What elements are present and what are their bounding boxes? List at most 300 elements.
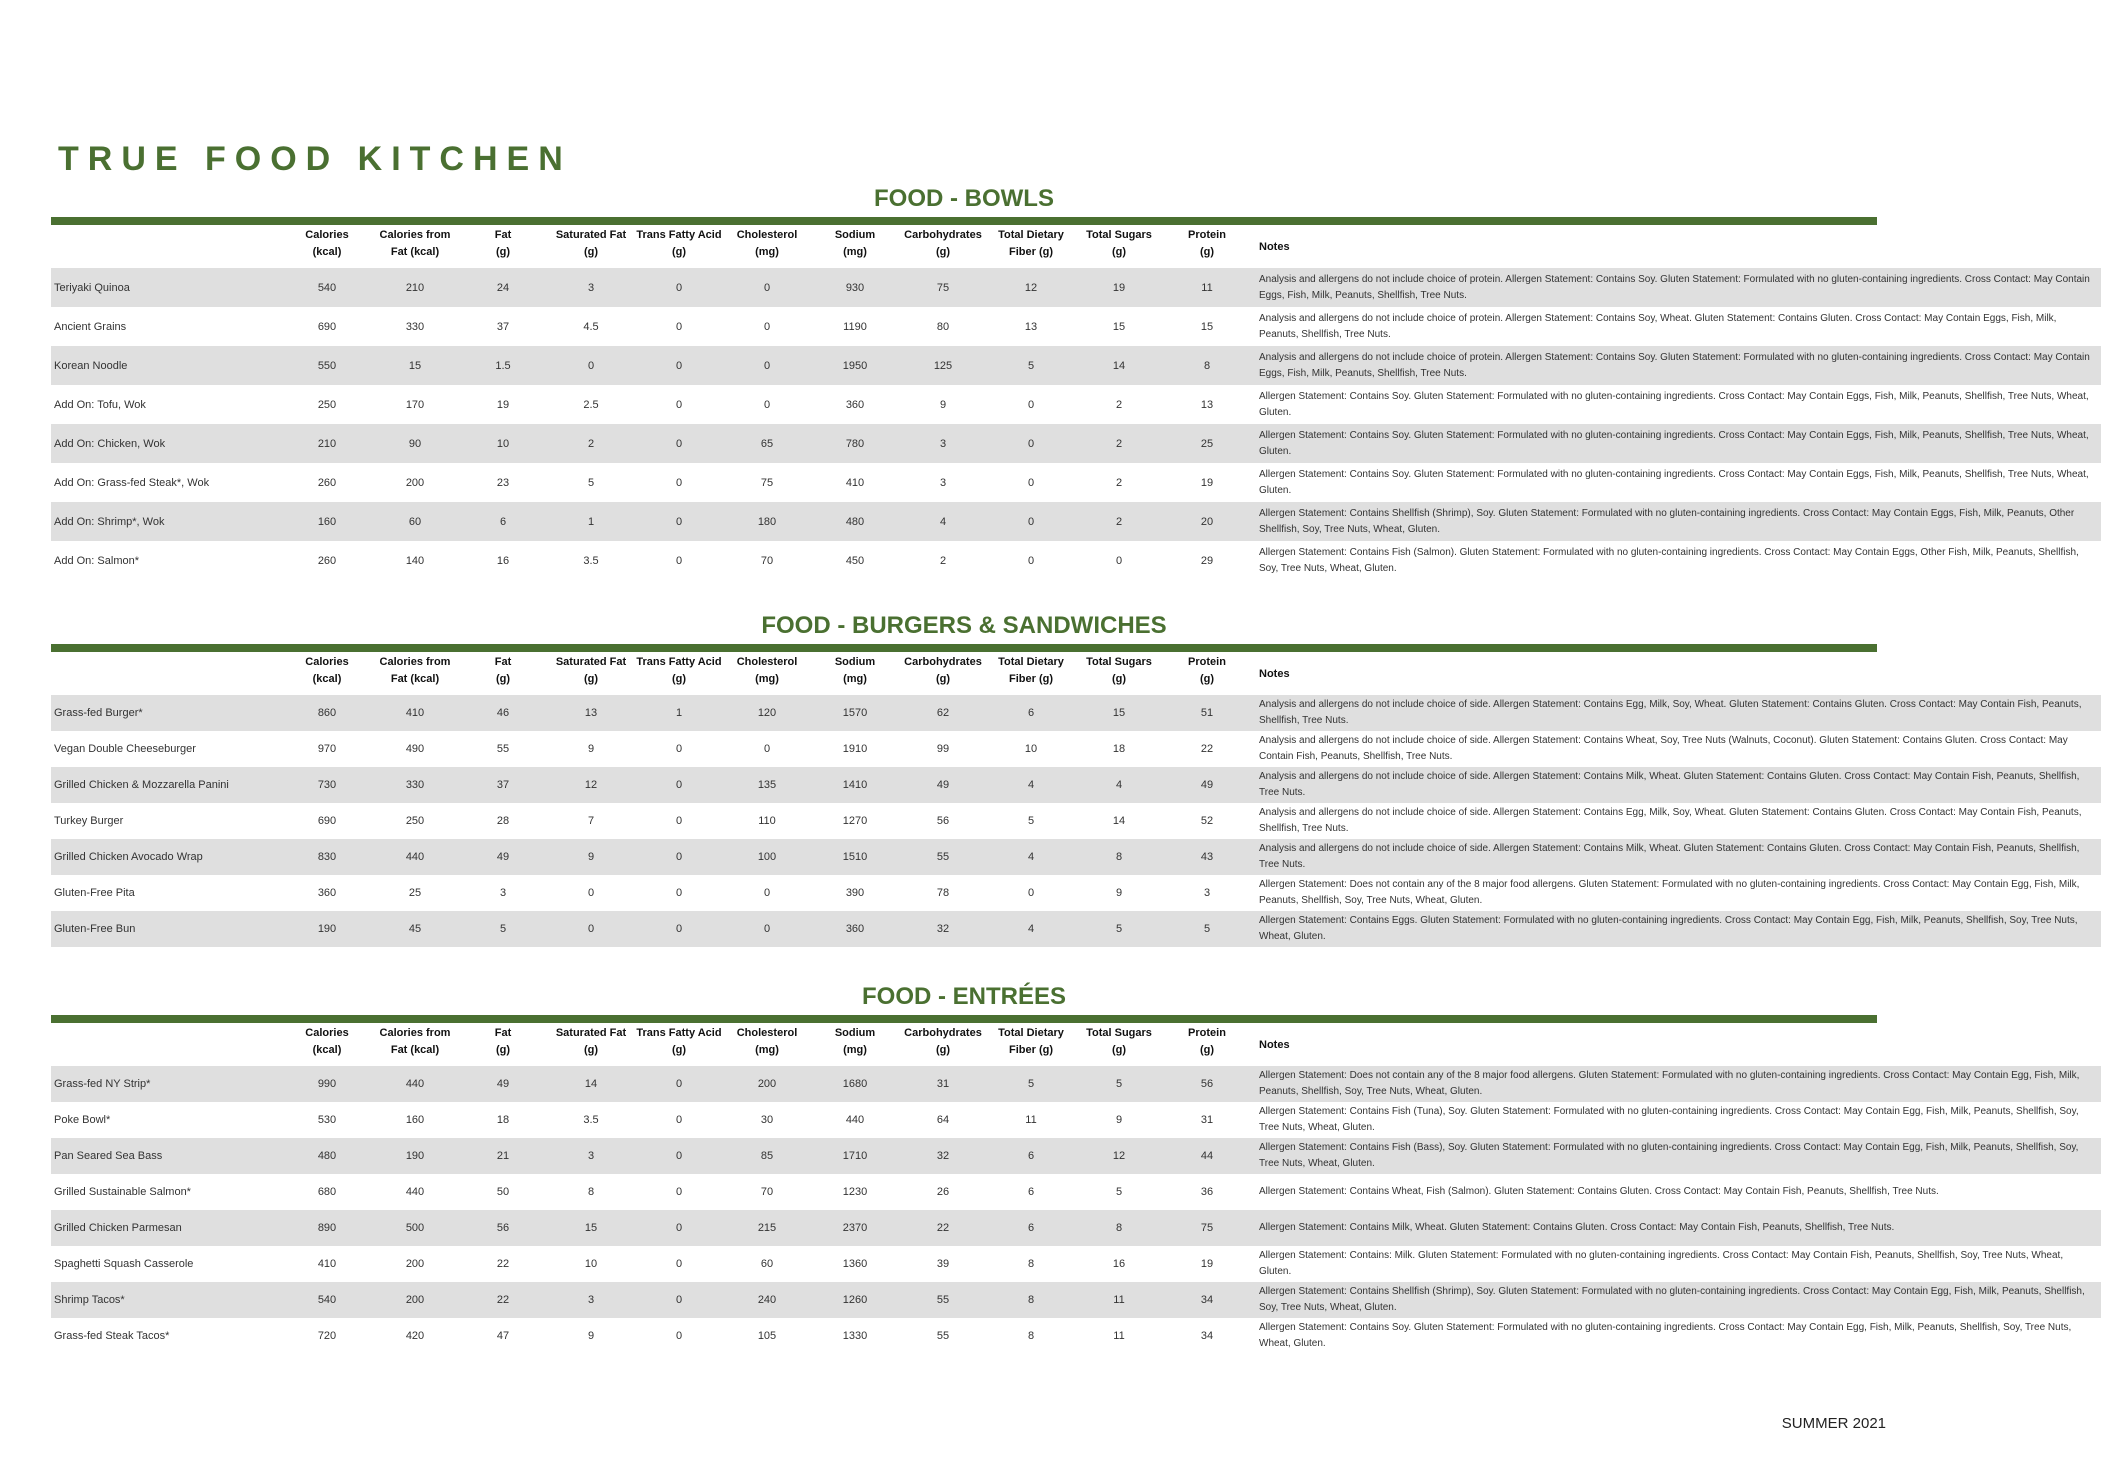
column-header-line2: (g) [1199, 673, 1215, 685]
allergen-notes: Allergen Statement: Contains Fish (Bass), Soy. Gluten Statement: Formulated with no gluten-containing ingredients. Cross Contact: May Contain Egg, Fish, Milk, Peanuts, Shellfish, Soy, Tree Nuts, Wheat, Gluten. [1251, 1138, 2101, 1174]
nutrition-value: 0 [635, 1066, 723, 1102]
nutrition-value: 100 [723, 839, 811, 875]
nutrition-value: 260 [317, 476, 337, 489]
nutrition-value: 2.5 [583, 398, 599, 411]
column-header-line2: (g) [583, 1044, 599, 1056]
nutrition-value: 49 [899, 767, 987, 803]
nutrition-value: 5 [1115, 1186, 1123, 1198]
nutrition-value: 860 [283, 695, 371, 731]
column-header-line1: Saturated Fat [555, 1027, 627, 1039]
section-title: FOOD - BOWLS [874, 185, 1054, 212]
nutrition-value: 50 [496, 1186, 510, 1198]
nutrition-value: 56 [936, 815, 950, 827]
nutrition-value: 200 [405, 476, 425, 489]
menu-item-name: Add On: Grass-fed Steak*, Wok [54, 476, 210, 489]
nutrition-value: 540 [283, 268, 371, 307]
nutrition-value: 1950 [811, 346, 899, 385]
nutrition-value: 0 [635, 268, 723, 307]
nutrition-value: 21 [459, 1138, 547, 1174]
nutrition-value: 19 [1200, 1258, 1214, 1270]
season-label: SUMMER 2021 [1781, 1415, 1886, 1432]
nutrition-value: 85 [723, 1138, 811, 1174]
nutrition-value: 440 [845, 1114, 865, 1126]
nutrition-value: 25 [408, 887, 422, 899]
nutrition-value: 4 [987, 767, 1075, 803]
column-header-line2: (mg) [755, 673, 779, 685]
nutrition-value: 690 [317, 320, 337, 333]
nutrition-value: 8 [1027, 1258, 1035, 1270]
table-row [51, 463, 2101, 502]
nutrition-value: 13 [1200, 398, 1214, 411]
column-header-line1: Cholesterol [736, 229, 798, 241]
column-header-line1: Cholesterol [736, 656, 798, 668]
nutrition-value: 1 [547, 502, 635, 541]
column-header [459, 225, 547, 268]
menu-item-name: Grass-fed Steak Tacos* [54, 1330, 170, 1342]
column-header-line1: Total Dietary [998, 229, 1064, 241]
allergen-notes: Analysis and allergens do not include choice of side. Allergen Statement: Contains Milk, Wheat. Gluten Statement: Contains Gluten. Cross Contact: May Contain Fish, Peanuts, Shellfish, Tree Nuts. [1251, 767, 2101, 803]
nutrition-value: 140 [405, 554, 425, 567]
notes-column-header: Notes [1259, 1039, 1290, 1051]
menu-item-name: Add On: Salmon* [54, 554, 139, 567]
nutrition-value: 7 [587, 815, 595, 827]
nutrition-value: 26 [936, 1186, 950, 1198]
nutrition-value: 0 [675, 398, 683, 411]
nutrition-value: 15 [371, 346, 459, 385]
nutrition-value: 55 [936, 1330, 950, 1342]
nutrition-value: 0 [547, 346, 635, 385]
nutrition-value: 64 [936, 1114, 950, 1126]
nutrition-value: 3 [547, 1138, 635, 1174]
column-header-line2: (g) [1111, 1044, 1127, 1056]
nutrition-value: 410 [845, 476, 865, 489]
column-header [635, 1023, 723, 1066]
nutrition-value: 105 [757, 1330, 777, 1342]
nutrition-value: 39 [936, 1258, 950, 1270]
column-header-line1: Total Sugars [1086, 229, 1152, 241]
nutrition-value: 190 [283, 911, 371, 947]
nutrition-value: 780 [811, 424, 899, 463]
menu-item-name: Shrimp Tacos* [51, 1282, 283, 1318]
column-header [723, 225, 811, 268]
nutrition-value: 5 [587, 476, 595, 489]
nutrition-value: 18 [1112, 743, 1126, 755]
column-header-line2: Fat (kcal) [390, 1044, 440, 1056]
table-row [51, 385, 2101, 424]
column-header-line2: (g) [935, 673, 951, 685]
nutrition-value: 5 [987, 346, 1075, 385]
table-row [51, 767, 2101, 803]
nutrition-value: 6 [1027, 1186, 1035, 1198]
nutrition-value: 51 [1163, 695, 1251, 731]
notes-column-header: Notes [1259, 241, 1290, 253]
nutrition-value: 24 [459, 268, 547, 307]
column-header-line2: (mg) [843, 246, 867, 258]
nutrition-value: 120 [723, 695, 811, 731]
menu-item-name: Spaghetti Squash Casserole [54, 1258, 194, 1270]
column-header [1163, 652, 1251, 695]
nutrition-value: 720 [317, 1330, 337, 1342]
menu-item-name: Gluten-Free Bun [51, 911, 283, 947]
nutrition-value: 2 [1075, 424, 1163, 463]
table-row [51, 695, 2101, 731]
nutrition-value: 200 [723, 1066, 811, 1102]
nutrition-value: 9 [547, 839, 635, 875]
nutrition-value: 730 [283, 767, 371, 803]
nutrition-value: 5 [1075, 911, 1163, 947]
menu-item-name: Korean Noodle [51, 346, 283, 385]
nutrition-value: 37 [459, 767, 547, 803]
nutrition-value: 10 [459, 424, 547, 463]
menu-item-name: Add On: Shrimp*, Wok [51, 502, 283, 541]
menu-item-name: Turkey Burger [54, 815, 124, 827]
nutrition-value: 22 [459, 1282, 547, 1318]
column-header-line2: Fat (kcal) [390, 246, 440, 258]
column-header [371, 225, 459, 268]
column-header-line2: (mg) [843, 1044, 867, 1056]
nutrition-value: 1410 [811, 767, 899, 803]
column-header-line1: Cholesterol [736, 1027, 798, 1039]
nutrition-value: 15 [1200, 320, 1214, 333]
nutrition-value: 75 [899, 268, 987, 307]
nutrition-value: 360 [317, 887, 337, 899]
nutrition-value: 44 [1163, 1138, 1251, 1174]
nutrition-value: 0 [635, 911, 723, 947]
nutrition-value: 0 [1027, 398, 1035, 411]
nutrition-value: 0 [675, 476, 683, 489]
menu-item-name: Grilled Chicken & Mozzarella Panini [51, 767, 283, 803]
nutrition-value: 3 [499, 887, 507, 899]
nutrition-value: 125 [899, 346, 987, 385]
nutrition-value: 550 [283, 346, 371, 385]
table-row [51, 1210, 2101, 1246]
nutrition-value: 530 [317, 1114, 337, 1126]
nutrition-value: 70 [760, 1186, 774, 1198]
allergen-notes: Analysis and allergens do not include choice of side. Allergen Statement: Contains Wheat, Soy, Tree Nuts (Walnuts, Coconut). Gluten Statement: Contains Gluten. Cross Contact: May Contain Fish, Peanuts, Shellfish, Tree Nuts. [1259, 735, 2068, 762]
nutrition-value: 60 [760, 1258, 774, 1270]
column-header [547, 225, 635, 268]
nutrition-value: 4.5 [583, 320, 599, 333]
menu-item-name: Add On: Tofu, Wok [54, 398, 146, 411]
column-header [811, 225, 899, 268]
column-header [723, 1023, 811, 1066]
nutrition-value: 80 [936, 320, 950, 333]
nutrition-value: 1230 [842, 1186, 868, 1198]
nutrition-value: 70 [760, 554, 774, 567]
nutrition-value: 32 [899, 1138, 987, 1174]
nutrition-value: 90 [371, 424, 459, 463]
nutrition-value: 0 [587, 887, 595, 899]
nutrition-value: 3 [547, 1282, 635, 1318]
nutrition-value: 1570 [811, 695, 899, 731]
column-header [547, 1023, 635, 1066]
nutrition-value: 9 [1115, 1114, 1123, 1126]
nutrition-value: 1260 [811, 1282, 899, 1318]
nutrition-value: 78 [936, 887, 950, 899]
column-header-line1: Sodium [834, 656, 876, 668]
nutrition-value: 3.5 [583, 1114, 599, 1126]
menu-item-name: Teriyaki Quinoa [51, 268, 283, 307]
nutrition-value: 0 [1027, 554, 1035, 567]
column-header-line1: Total Dietary [998, 1027, 1064, 1039]
nutrition-value: 0 [675, 1258, 683, 1270]
nutrition-value: 990 [283, 1066, 371, 1102]
nutrition-value: 0 [1027, 476, 1035, 489]
allergen-notes: Allergen Statement: Contains Eggs. Gluten Statement: Formulated with no gluten-containing ingredients. Cross Contact: May Contain Egg, Fish, Milk, Peanuts, Shellfish, Soy, Tree Nuts, Wheat, Gluten. [1251, 911, 2101, 947]
column-header-line1: Carbohydrates [904, 656, 982, 668]
nutrition-value: 830 [283, 839, 371, 875]
nutrition-value: 680 [317, 1186, 337, 1198]
nutrition-value: 9 [587, 1330, 595, 1342]
nutrition-value: 1510 [811, 839, 899, 875]
nutrition-value: 15 [547, 1210, 635, 1246]
nutrition-value: 5 [1027, 815, 1035, 827]
column-header-line2: (g) [1111, 246, 1127, 258]
nutrition-value: 200 [371, 1282, 459, 1318]
column-header-line2: (kcal) [312, 673, 342, 685]
nutrition-value: 2 [547, 424, 635, 463]
column-header-line2: (g) [495, 246, 511, 258]
column-header-line2: (g) [1111, 673, 1127, 685]
section-divider [51, 1015, 1877, 1023]
nutrition-value: 420 [405, 1330, 425, 1342]
nutrition-value: 20 [1163, 502, 1251, 541]
table-row [51, 1318, 2101, 1354]
nutrition-value: 1360 [842, 1258, 868, 1270]
column-header-line2: (g) [495, 673, 511, 685]
column-header-line2: (g) [583, 246, 599, 258]
nutrition-value: 5 [459, 911, 547, 947]
nutrition-value: 690 [317, 815, 337, 827]
column-header-line1: Carbohydrates [904, 229, 982, 241]
menu-item-name: Grilled Chicken Parmesan [51, 1210, 283, 1246]
nutrition-value: 0 [1027, 887, 1035, 899]
nutrition-value: 250 [317, 398, 337, 411]
column-header [635, 652, 723, 695]
column-header-line1: Trans Fatty Acid [636, 656, 722, 668]
nutrition-value: 1680 [811, 1066, 899, 1102]
nutrition-value: 8 [1163, 346, 1251, 385]
table-row [51, 1102, 2101, 1138]
nutrition-value: 19 [496, 398, 510, 411]
nutrition-value: 11 [1113, 1330, 1125, 1342]
nutrition-value: 13 [547, 695, 635, 731]
nutrition-value: 2 [939, 554, 947, 567]
nutrition-value: 2 [1115, 476, 1123, 489]
nutrition-value: 43 [1163, 839, 1251, 875]
column-header-line1: Trans Fatty Acid [636, 229, 722, 241]
nutrition-value: 0 [635, 1282, 723, 1318]
column-header [987, 1023, 1075, 1066]
nutrition-value: 930 [811, 268, 899, 307]
column-header-line2: (g) [671, 246, 687, 258]
table-row [51, 1282, 2101, 1318]
nutrition-value: 170 [405, 398, 425, 411]
table-row [51, 803, 2101, 839]
column-header [899, 652, 987, 695]
column-header-line1: Saturated Fat [555, 229, 627, 241]
allergen-notes: Allergen Statement: Contains Fish (Salmon). Gluten Statement: Formulated with no gluten-containing ingredients. Cross Contact: May Contain Eggs, Other Fish, Milk, Peanuts, Shellfish, Soy, Tree Nuts, Wheat, Gluten. [1259, 546, 2079, 574]
column-header-line1: Sodium [834, 229, 876, 241]
column-header-line1: Fat [494, 656, 512, 668]
nutrition-value: 500 [371, 1210, 459, 1246]
nutrition-value: 34 [1163, 1282, 1251, 1318]
nutrition-value: 0 [723, 268, 811, 307]
nutrition-value: 22 [496, 1258, 510, 1270]
nutrition-value: 0 [763, 320, 771, 333]
nutrition-value: 8 [1075, 1210, 1163, 1246]
menu-item-name: Ancient Grains [54, 320, 127, 333]
nutrition-value: 55 [899, 1282, 987, 1318]
nutrition-value: 4 [987, 911, 1075, 947]
column-header-line1: Calories [305, 1027, 349, 1039]
nutrition-value: 52 [1200, 815, 1214, 827]
allergen-notes: Allergen Statement: Contains Fish (Tuna), Soy. Gluten Statement: Formulated with no gluten-containing ingredients. Cross Contact: May Contain Egg, Fish, Milk, Peanuts, Shellfish, Soy, Tree Nuts, Wheat, Gluten. [1259, 1106, 2079, 1133]
nutrition-value: 10 [584, 1258, 598, 1270]
nutrition-value: 0 [635, 502, 723, 541]
column-header-line2: (mg) [755, 1044, 779, 1056]
nutrition-value: 2370 [811, 1210, 899, 1246]
nutrition-value: 11 [1075, 1282, 1163, 1318]
nutrition-value: 56 [459, 1210, 547, 1246]
nutrition-value: 49 [1163, 767, 1251, 803]
nutrition-value: 62 [899, 695, 987, 731]
column-header-line2: (mg) [843, 673, 867, 685]
section-entrees [51, 981, 2085, 1354]
column-header-line2: Fiber (g) [1009, 673, 1053, 685]
section-burgers-sandwiches [51, 610, 2082, 947]
column-header-line1: Protein [1188, 229, 1226, 241]
column-header-line2: (g) [671, 673, 687, 685]
allergen-notes: Allergen Statement: Does not contain any of the 8 major food allergens. Gluten Statement: Formulated with no gluten-containing ingredients. Cross Contact: May Contain Egg, Fish, Milk, Peanuts, Shellfish, Soy, Tree Nuts, Wheat, Gluten. [1251, 1066, 2101, 1102]
nutrition-value: 10 [1024, 743, 1038, 755]
nutrition-value: 22 [1200, 743, 1214, 755]
nutrition-value: 30 [760, 1114, 774, 1126]
nutrition-value: 0 [723, 911, 811, 947]
nutrition-value: 14 [1075, 346, 1163, 385]
nutrition-value: 9 [939, 398, 947, 411]
nutrition-value: 1330 [842, 1330, 868, 1342]
column-header-line2: (g) [935, 246, 951, 258]
column-header-line2: Fat (kcal) [390, 673, 440, 685]
nutrition-value: 210 [283, 424, 371, 463]
menu-item-name: Poke Bowl* [54, 1114, 111, 1126]
nutrition-value: 5 [1075, 1066, 1163, 1102]
menu-item-name: Pan Seared Sea Bass [51, 1138, 283, 1174]
nutrition-value: 0 [675, 815, 683, 827]
nutrition-value: 3 [1203, 887, 1211, 899]
column-header-line2: (kcal) [312, 1044, 342, 1056]
column-header [1163, 225, 1251, 268]
nutrition-value: 9 [587, 743, 595, 755]
column-header [1075, 1023, 1163, 1066]
allergen-notes: Allergen Statement: Contains Milk, Wheat. Gluten Statement: Contains Gluten. Cross Contact: May Contain Fish, Peanuts, Shellfish, Tree Nuts. [1251, 1210, 2101, 1246]
table-row [51, 1174, 2101, 1210]
nutrition-value: 160 [405, 1114, 425, 1126]
allergen-notes: Allergen Statement: Contains Shellfish (Shrimp), Soy. Gluten Statement: Formulated with no gluten-containing ingredients. Cross Contact: May Contain Eggs, Fish, Milk, Peanuts, Other Shellfish, Soy, Tree Nuts, Wheat, Gluten. [1251, 502, 2101, 541]
nutrition-value: 0 [987, 424, 1075, 463]
nutrition-value: 3.5 [583, 554, 599, 567]
section-title: FOOD - BURGERS & SANDWICHES [761, 612, 1167, 639]
nutrition-value: 31 [899, 1066, 987, 1102]
brand-logo: TRUE FOOD KITCHEN [58, 140, 572, 178]
nutrition-value: 55 [496, 743, 510, 755]
nutrition-value: 200 [405, 1258, 425, 1270]
column-header-line2: (g) [583, 673, 599, 685]
nutrition-value: 0 [675, 743, 683, 755]
item-column-header [51, 225, 283, 268]
column-header [283, 225, 371, 268]
section-divider [51, 644, 1877, 652]
table-row [51, 1138, 2101, 1174]
nutrition-value: 0 [987, 502, 1075, 541]
allergen-notes: Analysis and allergens do not include choice of protein. Allergen Statement: Contains Soy, Wheat. Gluten Statement: Contains Gluten. Cross Contact: May Contain Eggs, Fish, Milk, Peanuts, Shellfish, Tree Nuts. [1259, 312, 2057, 340]
table-row [51, 911, 2101, 947]
column-header [283, 1023, 371, 1066]
nutrition-value: 1910 [842, 743, 868, 755]
nutrition-value: 0 [635, 839, 723, 875]
item-column-header [51, 1023, 283, 1066]
column-header-line1: Calories from [379, 1027, 451, 1039]
column-header [635, 225, 723, 268]
nutrition-value: 6 [987, 1210, 1075, 1246]
nutrition-value: 9 [1115, 887, 1123, 899]
menu-item-name: Gluten-Free Pita [54, 887, 135, 899]
column-header-line1: Total Sugars [1086, 656, 1152, 668]
nutrition-value: 110 [758, 815, 776, 827]
table-row [51, 731, 2101, 767]
nutrition-value: 31 [1200, 1114, 1214, 1126]
nutrition-value: 4 [899, 502, 987, 541]
nutrition-table [51, 652, 2101, 947]
nutrition-value: 8 [1027, 1330, 1035, 1342]
nutrition-value: 11 [1025, 1114, 1037, 1126]
nutrition-value: 23 [496, 476, 510, 489]
nutrition-value: 0 [763, 398, 771, 411]
nutrition-value: 2 [1075, 502, 1163, 541]
column-header [371, 652, 459, 695]
menu-item-name: Vegan Double Cheeseburger [54, 743, 196, 755]
menu-item-name: Grass-fed NY Strip* [51, 1066, 283, 1102]
nutrition-value: 12 [547, 767, 635, 803]
nutrition-value: 540 [283, 1282, 371, 1318]
nutrition-value: 65 [723, 424, 811, 463]
column-header-line1: Total Sugars [1086, 1027, 1152, 1039]
table-row [51, 1246, 2101, 1282]
column-header-line2: Fiber (g) [1009, 246, 1053, 258]
nutrition-value: 0 [1115, 554, 1123, 567]
allergen-notes: Analysis and allergens do not include choice of side. Allergen Statement: Contains Milk, Wheat. Gluten Statement: Contains Gluten. Cross Contact: May Contain Fish, Peanuts, Shellfish, Tree Nuts. [1251, 839, 2101, 875]
table-row [51, 268, 2101, 307]
menu-item-name: Grass-fed Burger* [51, 695, 283, 731]
nutrition-value: 440 [371, 1066, 459, 1102]
column-header [811, 1023, 899, 1066]
nutrition-value: 47 [496, 1330, 510, 1342]
nutrition-value: 6 [987, 1138, 1075, 1174]
nutrition-value: 410 [371, 695, 459, 731]
column-header-line1: Saturated Fat [555, 656, 627, 668]
nutrition-value: 45 [371, 911, 459, 947]
nutrition-value: 330 [405, 320, 425, 333]
nutrition-value: 4 [1075, 767, 1163, 803]
allergen-notes: Analysis and allergens do not include choice of side. Allergen Statement: Contains Egg, Milk, Soy, Wheat. Gluten Statement: Contains Gluten. Cross Contact: May Contain Fish, Peanuts, Shellfish, Tree Nuts. [1251, 695, 2101, 731]
column-header-line1: Fat [494, 229, 512, 241]
allergen-notes: Allergen Statement: Contains Soy. Gluten Statement: Formulated with no gluten-containing ingredients. Cross Contact: May Contain Eggs, Fish, Milk, Peanuts, Shellfish, Tree Nuts, Wheat, Gluten. [1259, 468, 2089, 496]
nutrition-value: 970 [317, 743, 337, 755]
column-header-line1: Sodium [834, 1027, 876, 1039]
nutrition-value: 34 [1200, 1330, 1214, 1342]
section-bowls [51, 183, 2090, 580]
